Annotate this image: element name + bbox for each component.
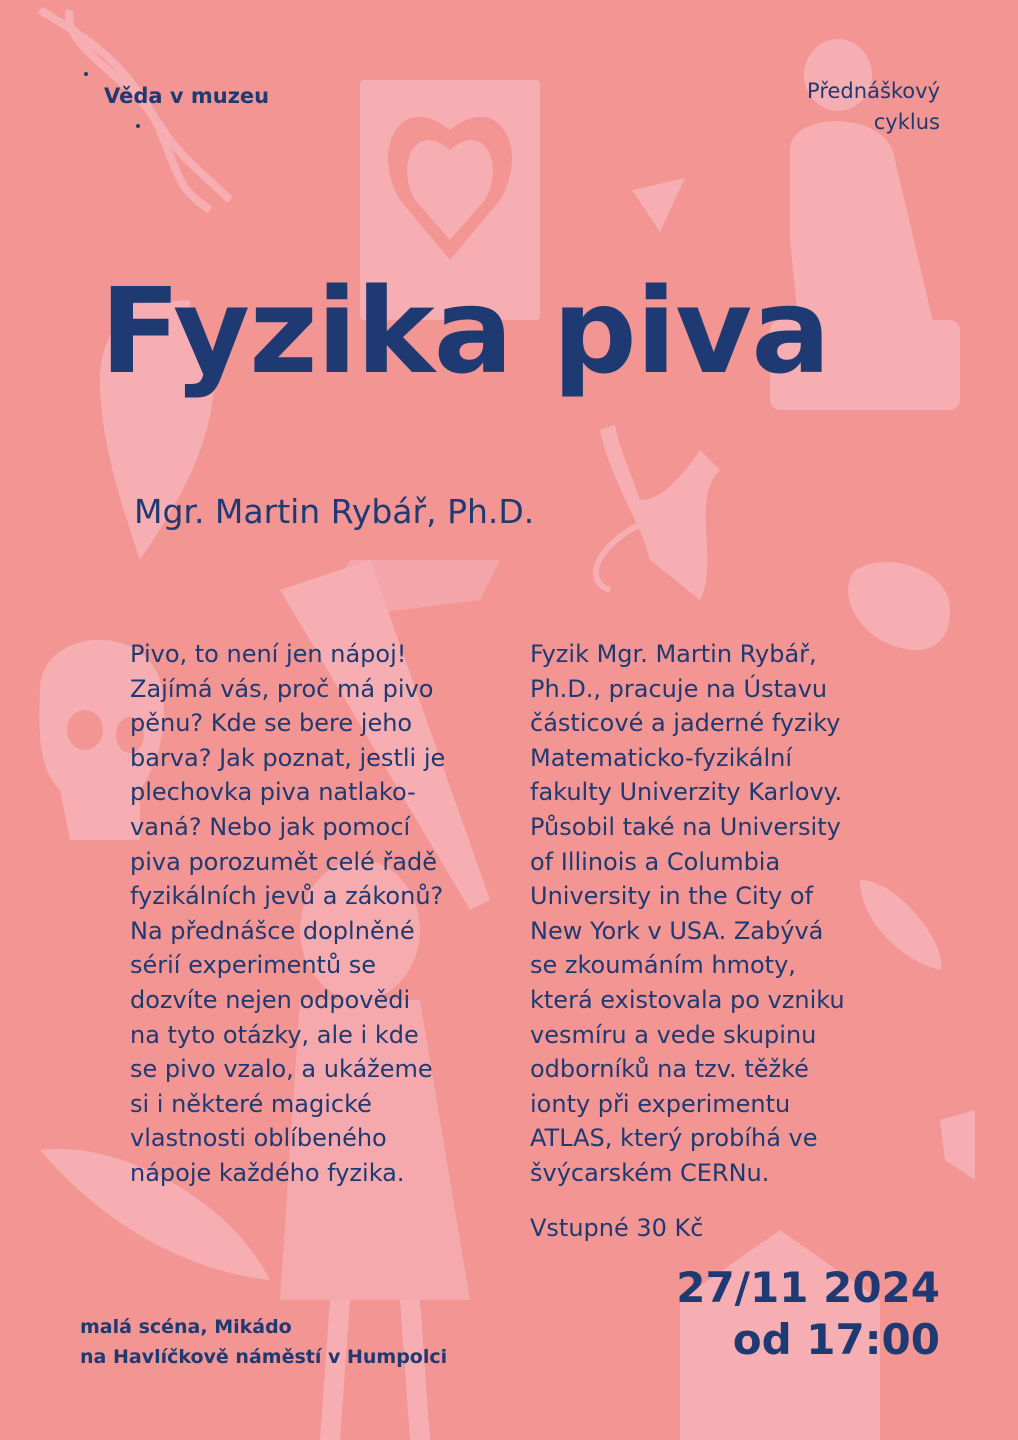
series-label: Věda v muzeu — [104, 84, 270, 108]
dot-decoration — [84, 72, 88, 76]
venue-line-2: na Havlíčkově náměstí v Humpolci — [80, 1346, 448, 1368]
page-title: Fyzika piva — [100, 262, 830, 400]
cycle-line-1: Přednáškový — [807, 79, 940, 103]
text-line: se pivo vzalo, a ukážeme — [130, 1055, 433, 1084]
slingshot-icon — [600, 425, 720, 600]
text-line: na tyto otázky, ale i kde — [130, 1020, 419, 1049]
text-line: plechovka piva natlako- — [130, 778, 416, 807]
event-datetime — [676, 1262, 940, 1366]
text-line: of Illinois a Columbia — [530, 847, 781, 876]
text-line: pěnu? Kde se bere jeho — [130, 709, 413, 738]
description-column — [130, 637, 502, 1191]
text-line: odborníků na tzv. těžké — [530, 1055, 809, 1084]
text-line: vlastnosti oblíbeného — [130, 1124, 387, 1153]
text-line: částicové a jaderné fyziky — [530, 709, 841, 738]
text-line: Zajímá vás, proč má pivo — [130, 674, 434, 703]
text-line: vesmíru a vede skupinu — [530, 1020, 817, 1049]
text-line: která existovala po vzniku — [530, 985, 845, 1014]
venue-line-1: malá scéna, Mikádo — [80, 1316, 292, 1338]
admission-fee: Vstupné 30 Kč — [530, 1214, 704, 1242]
text-line: ATLAS, který probíhá ve — [530, 1124, 818, 1153]
text-line: Na přednášce doplněné — [130, 916, 415, 945]
speaker-name: Mgr. Martin Rybář, Ph.D. — [134, 492, 535, 531]
text-line: fakulty Univerzity Karlovy. — [530, 778, 843, 807]
text-line: sérií experimentů se — [130, 951, 377, 980]
bio-column — [530, 637, 902, 1191]
text-line: dozvíte nejen odpovědi — [130, 985, 411, 1014]
event-date: 27/11 2024 — [676, 1263, 940, 1312]
text-line: Pivo, to není jen nápoj! — [130, 640, 407, 668]
text-line: barva? Jak poznat, jestli je — [130, 743, 446, 772]
text-line: Matematicko-fyzikální — [530, 743, 793, 772]
text-line: University in the City of — [530, 882, 814, 911]
text-line: Fyzik Mgr. Martin Rybář, — [530, 640, 817, 668]
text-line: Ph.D., pracuje na Ústavu — [530, 674, 828, 703]
text-line: si i některé magické — [130, 1089, 372, 1118]
text-line: fyzikálních jevů a zákonů? — [130, 882, 444, 911]
dot-decoration — [136, 124, 140, 128]
text-line: se zkoumáním hmoty, — [530, 951, 796, 980]
text-line: New York v USA. Zabývá — [530, 916, 824, 945]
text-line: švýcarském CERNu. — [530, 1158, 770, 1187]
text-line: piva porozumět celé řadě — [130, 847, 437, 876]
cycle-label — [720, 76, 940, 138]
text-line: ionty při experimentu — [530, 1089, 791, 1118]
venue — [80, 1312, 447, 1372]
text-line: vaná? Nebo jak pomocí — [130, 812, 411, 841]
event-time: od 17:00 — [732, 1315, 940, 1364]
text-line: Působil také na University — [530, 812, 841, 841]
cycle-line-2: cyklus — [873, 110, 940, 134]
text-line: nápoje každého fyzika. — [130, 1158, 405, 1187]
